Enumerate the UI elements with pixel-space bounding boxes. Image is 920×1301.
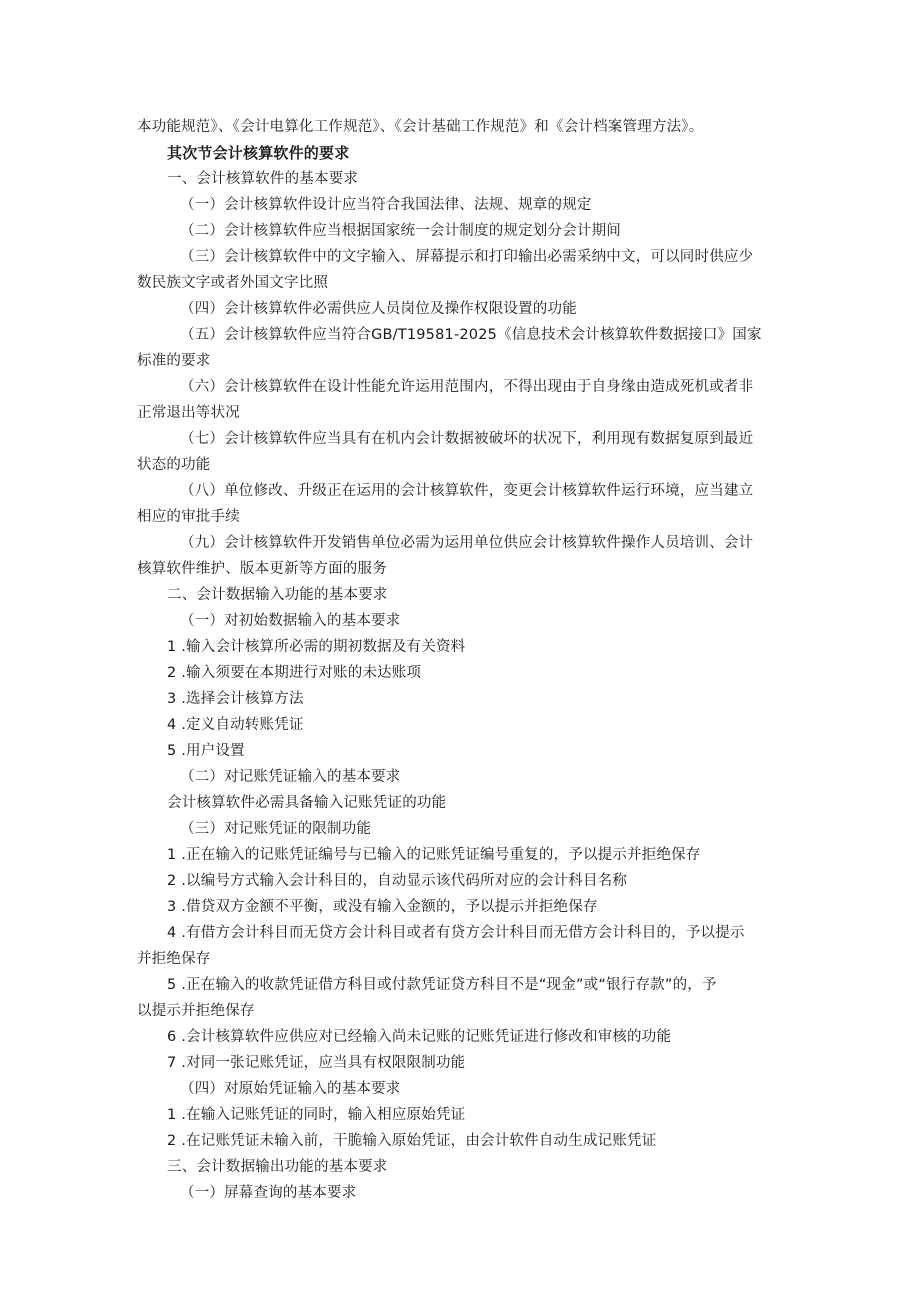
text-line: （七）会计核算软件应当具有在机内会计数据被破坏的状况下，利用现有数据复原到最近: [180, 431, 754, 447]
list-item: 4 .有借方会计科目而无贷方会计科目或者有贷方会计科目而无借方会计科目的，予以提示: [167, 925, 745, 941]
text-line: 以提示并拒绝保存: [137, 1003, 255, 1019]
section-heading: 其次节会计核算软件的要求: [167, 144, 350, 162]
text-line: （二）对记账凭证输入的基本要求: [180, 769, 401, 785]
list-item: 2 .输入须要在本期进行对账的未达账项: [167, 665, 422, 681]
text-line: 相应的审批手续: [137, 509, 240, 525]
text-line: （六）会计核算软件在设计性能允许运用范围内，不得出现由于自身缘由造成死机或者非: [180, 379, 754, 395]
text-line: 核算软件维护、版本更新等方面的服务: [137, 561, 387, 577]
subsection-heading: 一、会计核算软件的基本要求: [167, 171, 359, 187]
text-line: （一）屏幕查询的基本要求: [180, 1185, 357, 1201]
list-item: 3 .借贷双方金额不平衡，或没有输入金额的，予以提示并拒绝保存: [167, 899, 598, 915]
text-line: （四）会计核算软件必需供应人员岗位及操作权限设置的功能: [180, 301, 577, 317]
text-line: （三）对记账凭证的限制功能: [180, 821, 372, 837]
text-line: 状态的功能: [137, 457, 211, 473]
text-line: （九）会计核算软件开发销售单位必需为运用单位供应会计核算软件操作人员培训、会计: [180, 535, 754, 551]
text-line: （一）会计核算软件设计应当符合我国法律、法规、规章的规定: [180, 197, 592, 213]
text-line: （二）会计核算软件应当根据国家统一会计制度的规定划分会计期间: [180, 223, 621, 239]
list-item: 1 .输入会计核算所必需的期初数据及有关资料: [167, 639, 466, 655]
list-item: 2 .在记账凭证未输入前，干脆输入原始凭证，由会计软件自动生成记账凭证: [167, 1133, 657, 1149]
text-line: 标准的要求: [137, 353, 211, 369]
text-line: 并拒绝保存: [137, 951, 211, 967]
list-item: 4 .定义自动转账凭证: [167, 717, 304, 733]
text-line: 本功能规范》、《会计电算化工作规范》、《会计基础工作规范》和《会计档案管理方法》。: [137, 119, 704, 135]
text-line: （五）会计核算软件应当符合GB/T19581-2025《信息技术会计核算软件数据接口》国家: [180, 327, 762, 343]
list-item: 7 .对同一张记账凭证，应当具有权限限制功能: [167, 1055, 466, 1071]
list-item: 1 .在输入记账凭证的同时，输入相应原始凭证: [167, 1107, 466, 1123]
subsection-heading: 二、会计数据输入功能的基本要求: [167, 587, 388, 603]
text-line: （八）单位修改、升级正在运用的会计核算软件，变更会计核算软件运行环境，应当建立: [180, 483, 754, 499]
text-line: （一）对初始数据输入的基本要求: [180, 613, 401, 629]
text-line: 正常退出等状况: [137, 405, 240, 421]
list-item: 3 .选择会计核算方法: [167, 691, 304, 707]
subsection-heading: 三、会计数据输出功能的基本要求: [167, 1159, 388, 1175]
text-line: 会计核算软件必需具备输入记账凭证的功能: [167, 795, 447, 811]
list-item: 5 .正在输入的收款凭证借方科目或付款凭证贷方科目不是“现金”或“银行存款”的，予: [167, 977, 717, 993]
text-line: （四）对原始凭证输入的基本要求: [180, 1081, 401, 1097]
list-item: 1 .正在输入的记账凭证编号与已输入的记账凭证编号重复的，予以提示并拒绝保存: [167, 847, 701, 863]
text-line: 数民族文字或者外国文字比照: [137, 275, 329, 291]
text-line: （三）会计核算软件中的文字输入、屏幕提示和打印输出必需采纳中文，可以同时供应少: [180, 249, 754, 265]
list-item: 6 .会计核算软件应供应对已经输入尚未记账的记账凭证进行修改和审核的功能: [167, 1029, 672, 1045]
list-item: 2 .以编号方式输入会计科目的，自动显示该代码所对应的会计科目名称: [167, 873, 628, 889]
list-item: 5 .用户设置: [167, 743, 245, 759]
